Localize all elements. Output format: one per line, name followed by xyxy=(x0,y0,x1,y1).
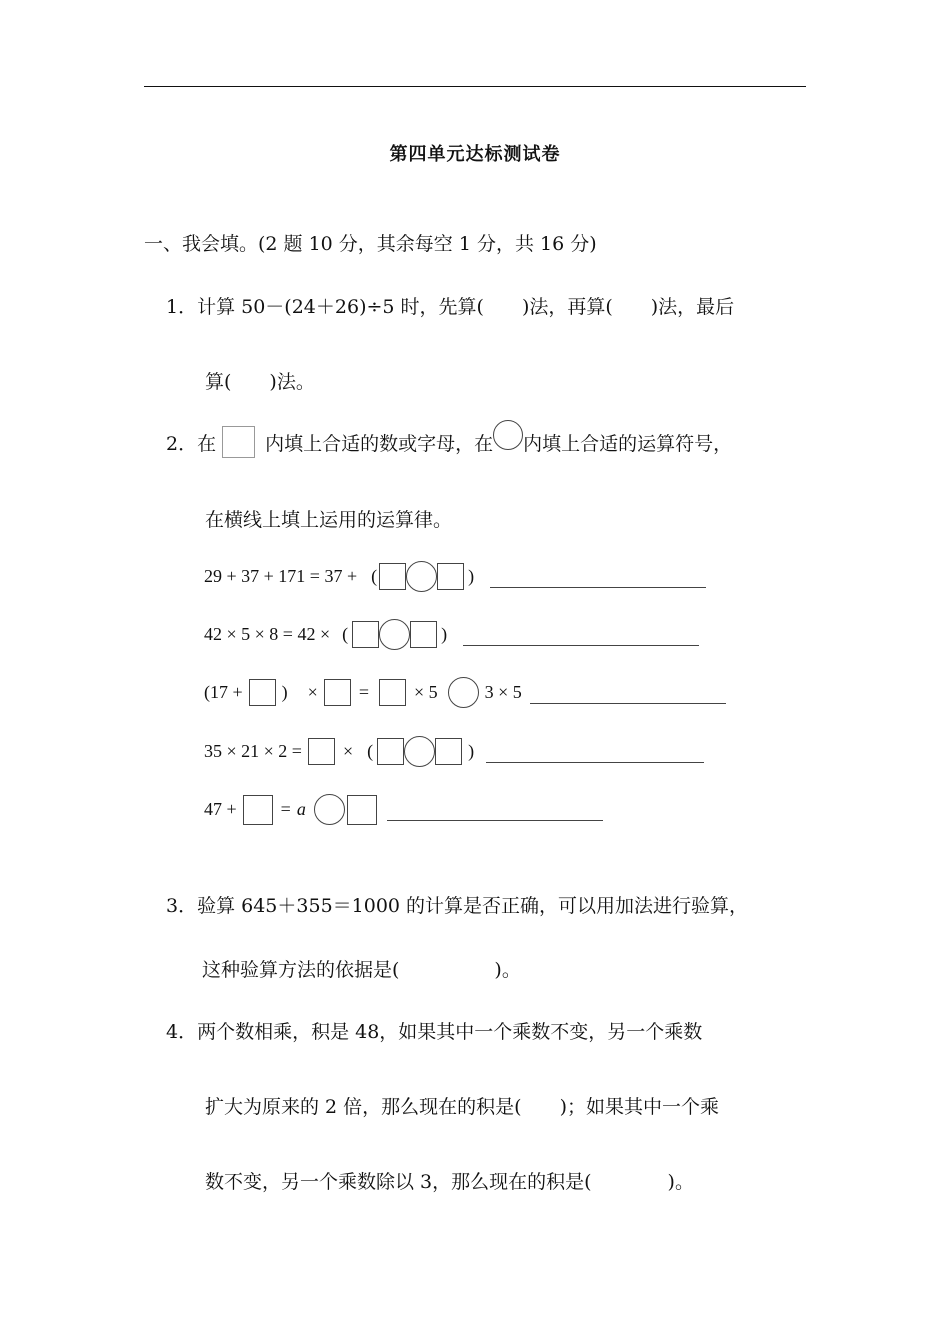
q2-suffix: 内填上合适的运算符号， xyxy=(523,432,733,455)
q4-line2: 扩大为原来的 2 倍，那么现在的积是( )；如果其中一个乘 xyxy=(205,1096,719,1118)
q3-line2: 这种验算方法的依据是( )。 xyxy=(202,959,521,981)
eq2-box-1[interactable] xyxy=(352,621,379,648)
eq5-law-blank[interactable] xyxy=(387,820,603,821)
eq1-law-blank[interactable] xyxy=(490,587,706,588)
eq1-box-2[interactable] xyxy=(437,563,464,590)
eq1-box-1[interactable] xyxy=(379,563,406,590)
equation-3 xyxy=(204,677,726,708)
eq2-box-2[interactable] xyxy=(410,621,437,648)
q2-prefix: 2．在 xyxy=(166,432,217,455)
q3-line1: 3．验算 645＋355＝1000 的计算是否正确，可以用加法进行验算， xyxy=(166,895,749,917)
eq4-box-1[interactable] xyxy=(308,738,335,765)
eq2-law-blank[interactable] xyxy=(463,645,699,646)
eq3-text-a: (17 + xyxy=(204,682,243,702)
eq2-open-paren: ( xyxy=(342,624,349,644)
eq3-equals: = xyxy=(358,682,369,702)
eq3-text-e: × 5 xyxy=(413,682,438,702)
q2-mid: 内填上合适的数或字母，在 xyxy=(265,432,494,455)
section-heading: 一、我会填。(2 题 10 分，其余每空 1 分，共 16 分) xyxy=(144,233,597,255)
eq5-text: 47 + xyxy=(204,799,237,819)
equation-2 xyxy=(204,619,699,650)
eq5-equals: = xyxy=(280,799,291,819)
eq4-law-blank[interactable] xyxy=(486,762,704,763)
eq4-times: × xyxy=(342,741,354,761)
eq4-text: 35 × 21 × 2 = xyxy=(204,741,302,761)
q1-line2: 算( )法。 xyxy=(205,371,315,393)
eq4-box-3[interactable] xyxy=(435,738,462,765)
eq3-box-3[interactable] xyxy=(379,679,406,706)
equation-4 xyxy=(204,736,704,767)
eq5-box-2[interactable] xyxy=(347,795,377,825)
equation-5 xyxy=(204,794,603,825)
eq3-box-2[interactable] xyxy=(324,679,351,706)
eq4-box-2[interactable] xyxy=(377,738,404,765)
eq3-law-blank[interactable] xyxy=(530,703,726,704)
page-title: 第四单元达标测试卷 xyxy=(389,144,561,165)
eq2-text: 42 × 5 × 8 = 42 × xyxy=(204,624,331,644)
eq2-close-paren: ) xyxy=(441,624,448,644)
eq5-variable-a: a xyxy=(296,799,306,819)
eq4-close-paren: ) xyxy=(468,741,475,761)
eq5-circle[interactable] xyxy=(314,794,345,825)
eq1-open-paren: ( xyxy=(371,566,378,586)
q4-line1: 4．两个数相乘，积是 48，如果其中一个乘数不变，另一个乘数 xyxy=(166,1021,703,1043)
eq3-circle[interactable] xyxy=(448,677,479,708)
eq1-close-paren: ) xyxy=(468,566,475,586)
eq3-text-f: 3 × 5 xyxy=(484,682,522,702)
eq1-text: 29 + 37 + 171 = 37 + xyxy=(204,566,358,586)
eq4-circle[interactable] xyxy=(404,736,435,767)
eq5-box-1[interactable] xyxy=(243,795,273,825)
eq3-close-paren: ) xyxy=(281,682,288,702)
eq2-circle[interactable] xyxy=(379,619,410,650)
q2-line2: 在横线上填上运用的运算律。 xyxy=(205,509,453,531)
eq3-times: × xyxy=(307,682,318,702)
eq1-circle[interactable] xyxy=(406,561,437,592)
header-rule xyxy=(144,86,806,87)
q1-line1: 1．计算 50－(24＋26)÷5 时，先算( )法，再算( )法，最后 xyxy=(166,296,735,318)
eq3-box-1[interactable] xyxy=(249,679,276,706)
q4-line3: 数不变，另一个乘数除以 3，那么现在的积是( )。 xyxy=(205,1171,694,1193)
answer-box-sample xyxy=(222,426,255,458)
q2-line1 xyxy=(166,426,732,458)
equation-1 xyxy=(204,561,706,592)
operator-circle-sample xyxy=(493,420,523,450)
eq4-open-paren: ( xyxy=(367,741,374,761)
